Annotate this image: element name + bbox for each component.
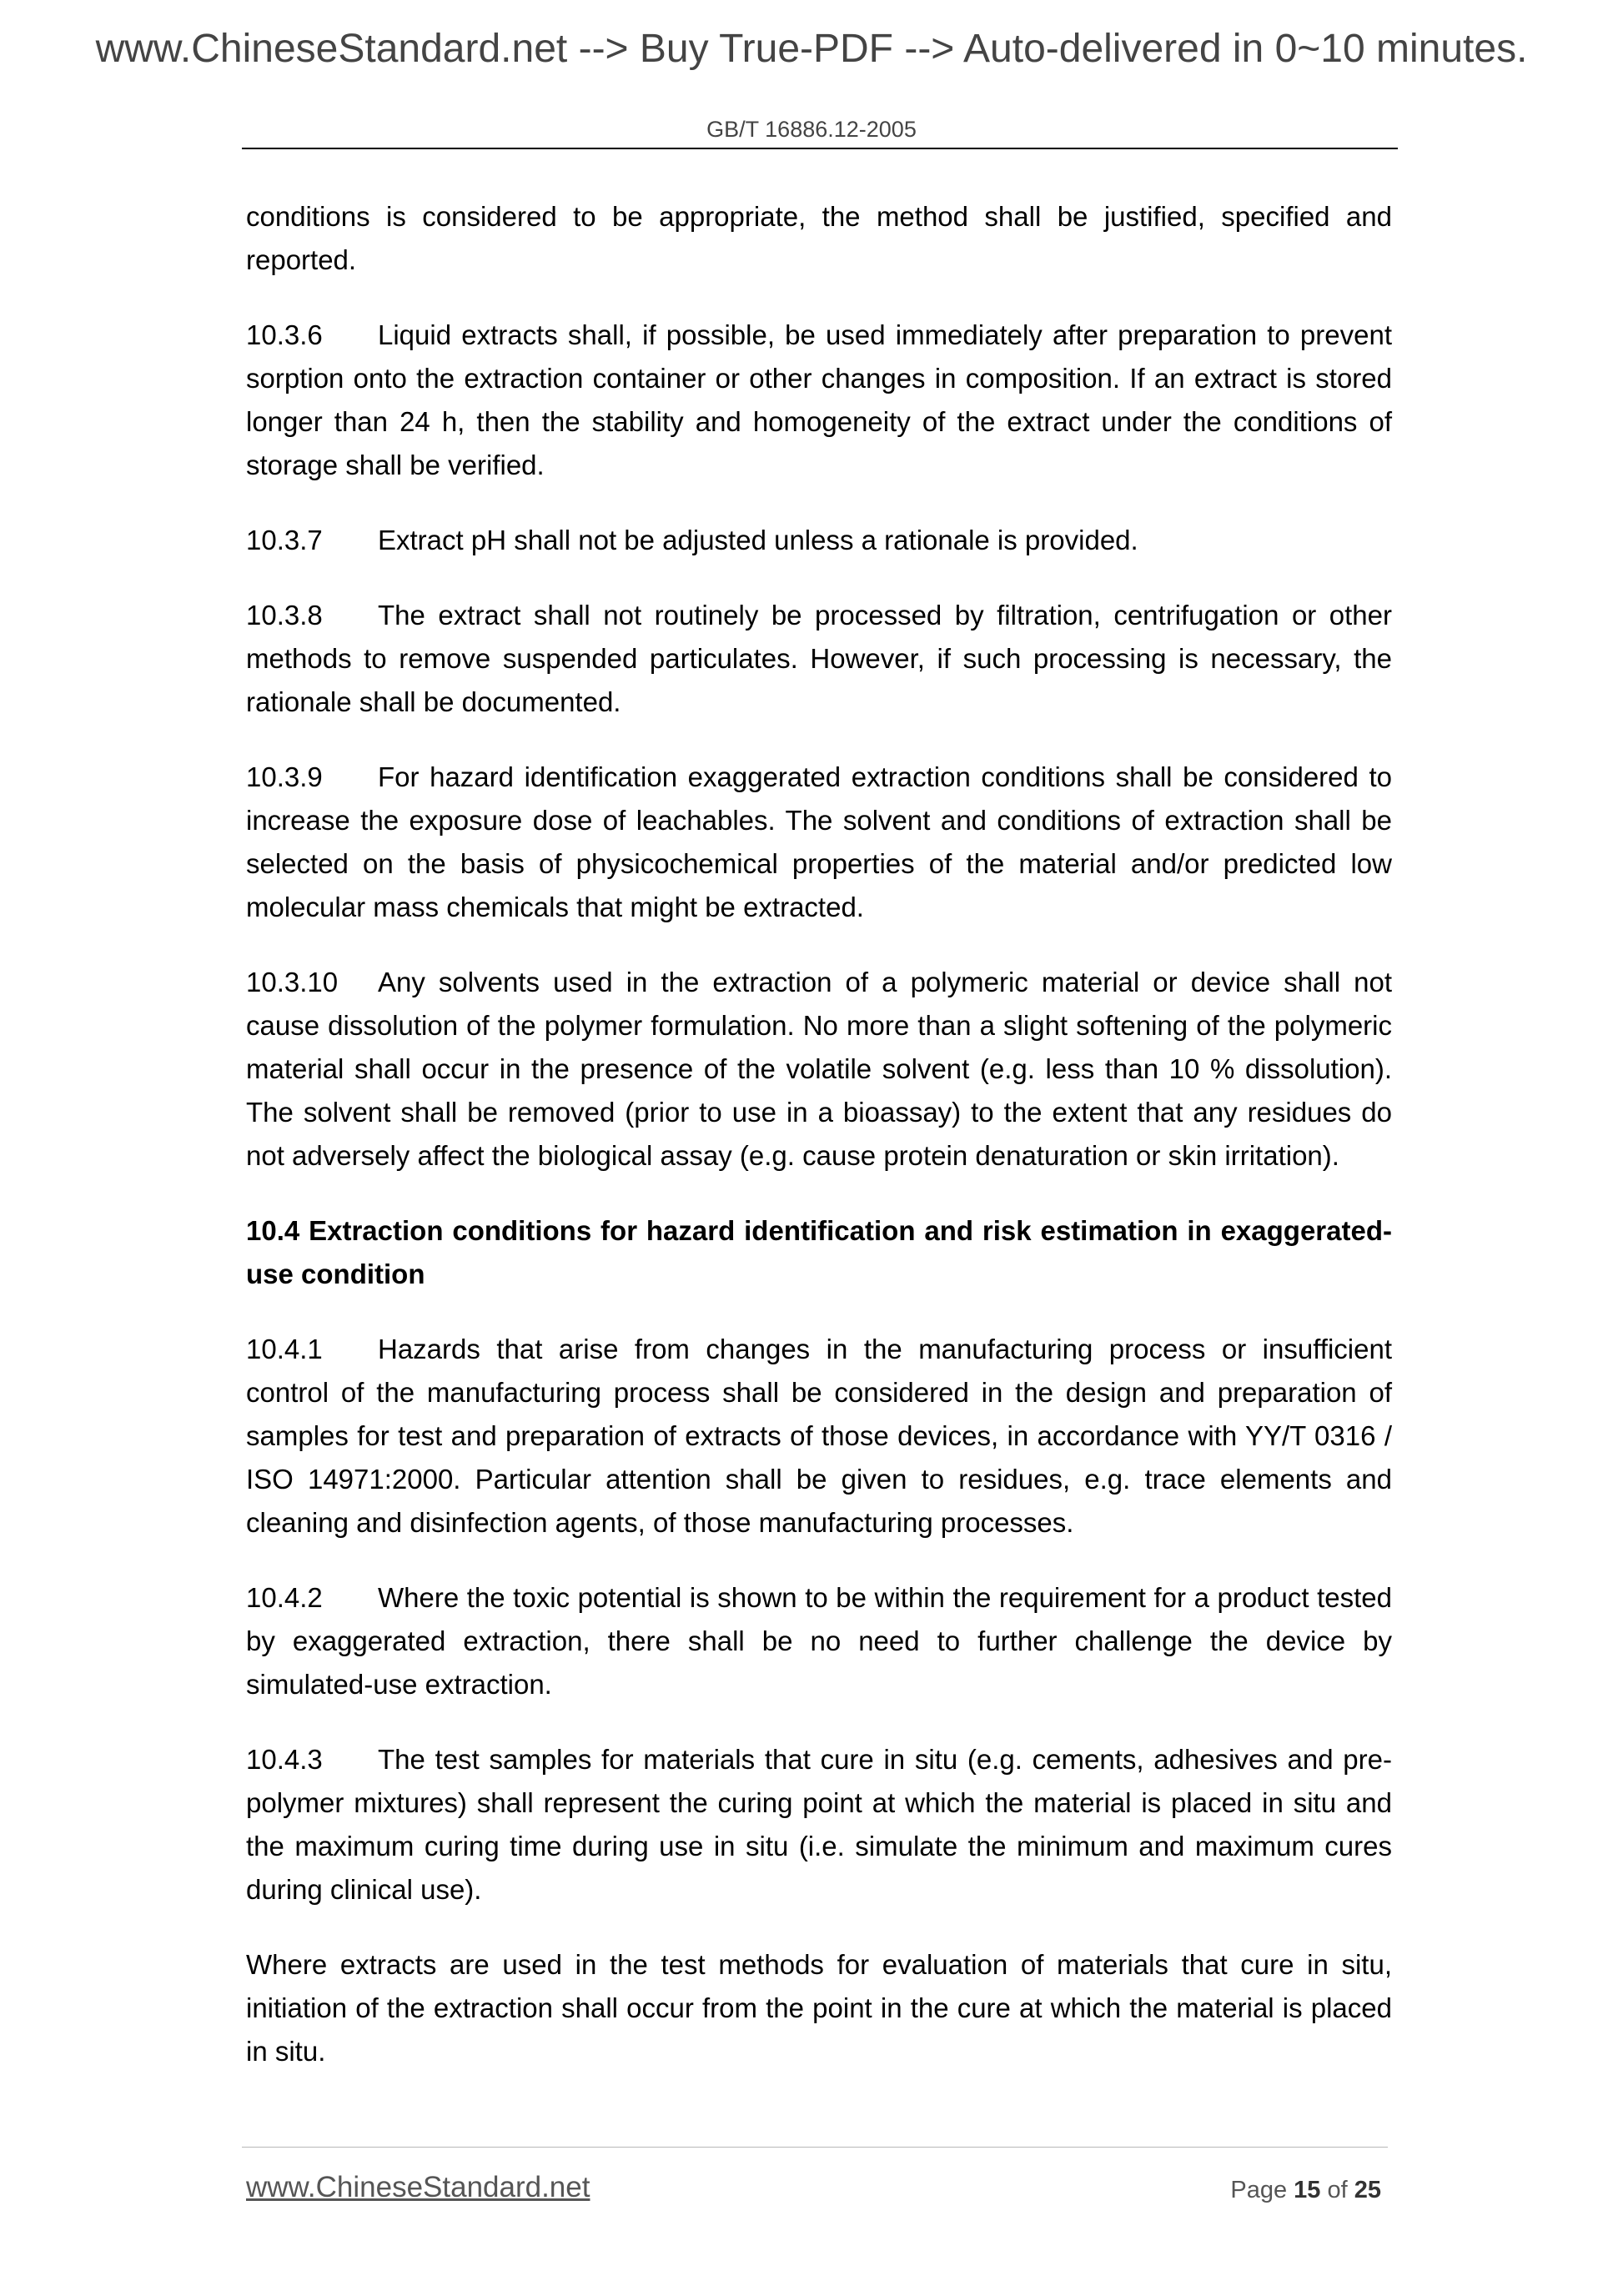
clause-number: 10.4.3: [246, 1744, 323, 1775]
clause-text: For hazard identification exaggerated extraction conditions shall be considered to increase the exposure dose of leachables. The solvent and conditions of extraction shall be selected on the basis of physicochemical properties of the material and/or predicted low molecular mass chemicals that might be extracted.: [246, 761, 1392, 922]
total-page-number: 25: [1354, 2177, 1381, 2203]
paragraph-plain: [246, 1943, 1392, 2073]
clause-10-3-9: [246, 756, 1392, 929]
clause-10-3-8: [246, 594, 1392, 724]
clause-number: 10.3.8: [246, 600, 323, 631]
page-indicator: [1230, 2175, 1381, 2205]
clause-10-3-6: [246, 314, 1392, 487]
page-word: Page: [1230, 2177, 1288, 2203]
clause-10-4-3: [246, 1738, 1392, 1912]
clause-number: 10.3.10: [246, 967, 339, 997]
clause-text: Where the toxic potential is shown to be within the requirement for a product tested by exaggerated extraction, there shall be no need to further challenge the device by simulated-use extraction.: [246, 1582, 1392, 1700]
clause-number: 10.4.1: [246, 1334, 323, 1364]
footer-site-link[interactable]: www.ChineseStandard.net: [246, 2171, 590, 2203]
clause-number: 10.3.9: [246, 761, 323, 792]
clause-text: Extract pH shall not be adjusted unless a rationale is provided.: [378, 525, 1138, 555]
clause-text: The test samples for materials that cure in situ (e.g. cements, adhesives and pre-polymer mixtures) shall represent the curing point at which the material is placed in situ and the maximum curing time during use in situ (i.e. simulate the minimum and maximum cures during clinical use).: [246, 1744, 1392, 1905]
site-banner: www.ChineseStandard.net --> Buy True-PDF --> Auto-delivered in 0~10 minutes.: [95, 27, 1528, 71]
clause-number: 10.4.2: [246, 1582, 323, 1613]
header-divider: [242, 148, 1398, 149]
standard-code: GB/T 16886.12-2005: [706, 117, 917, 142]
clause-text: Any solvents used in the extraction of a polymeric material or device shall not cause dissolution of the polymer formulation. No more than a slight softening of the polymeric material shall occur in the presence of the volatile solvent (e.g. less than 10 % dissolution). The solvent shall be removed (prior to use in a bioassay) to the extent that any residues do not adversely affect the biological assay (e.g. cause protein denaturation or skin irritation).: [246, 967, 1392, 1171]
footer-divider: [242, 2147, 1388, 2148]
clause-10-4-1: [246, 1328, 1392, 1545]
document-body: [246, 195, 1392, 2105]
clause-10-4-2: [246, 1576, 1392, 1706]
current-page-number: 15: [1294, 2177, 1321, 2203]
clause-10-3-7: [246, 519, 1392, 562]
clause-text: The extract shall not routinely be processed by filtration, centrifugation or other methods to remove suspended particulates. However, if such processing is necessary, the rationale shall be documented.: [246, 600, 1392, 717]
clause-number: 10.3.6: [246, 319, 323, 350]
clause-text: Hazards that arise from changes in the manufacturing process or insufficient control of the manufacturing process shall be considered in the design and preparation of samples for test and preparation of extracts of those devices, in accordance with YY/T 0316 / ISO 14971:2000. Particular attention shall be given to residues, e.g. trace elements and cleaning and disinfection agents, of those manufacturing processes.: [246, 1334, 1392, 1538]
section-heading-10-4: 10.4 Extraction conditions for hazard identification and risk estimation in exaggerated-use condition: [246, 1215, 1392, 1289]
clause-10-3-10: [246, 961, 1392, 1178]
clause-text: Liquid extracts shall, if possible, be used immediately after preparation to prevent sorption onto the extraction container or other changes in composition. If an extract is stored longer than 24 h, then the stability and homogeneity of the extract under the conditions of storage shall be verified.: [246, 319, 1392, 480]
paragraph-text: conditions is considered to be appropriate, the method shall be justified, specified and reported.: [246, 201, 1392, 275]
paragraph-text: Where extracts are used in the test methods for evaluation of materials that cure in situ, initiation of the extraction shall occur from the point in the cure at which the material is placed in situ.: [246, 1949, 1392, 2067]
page-of-word: of: [1327, 2177, 1348, 2203]
clause-number: 10.3.7: [246, 525, 323, 555]
paragraph-continuation: [246, 195, 1392, 282]
